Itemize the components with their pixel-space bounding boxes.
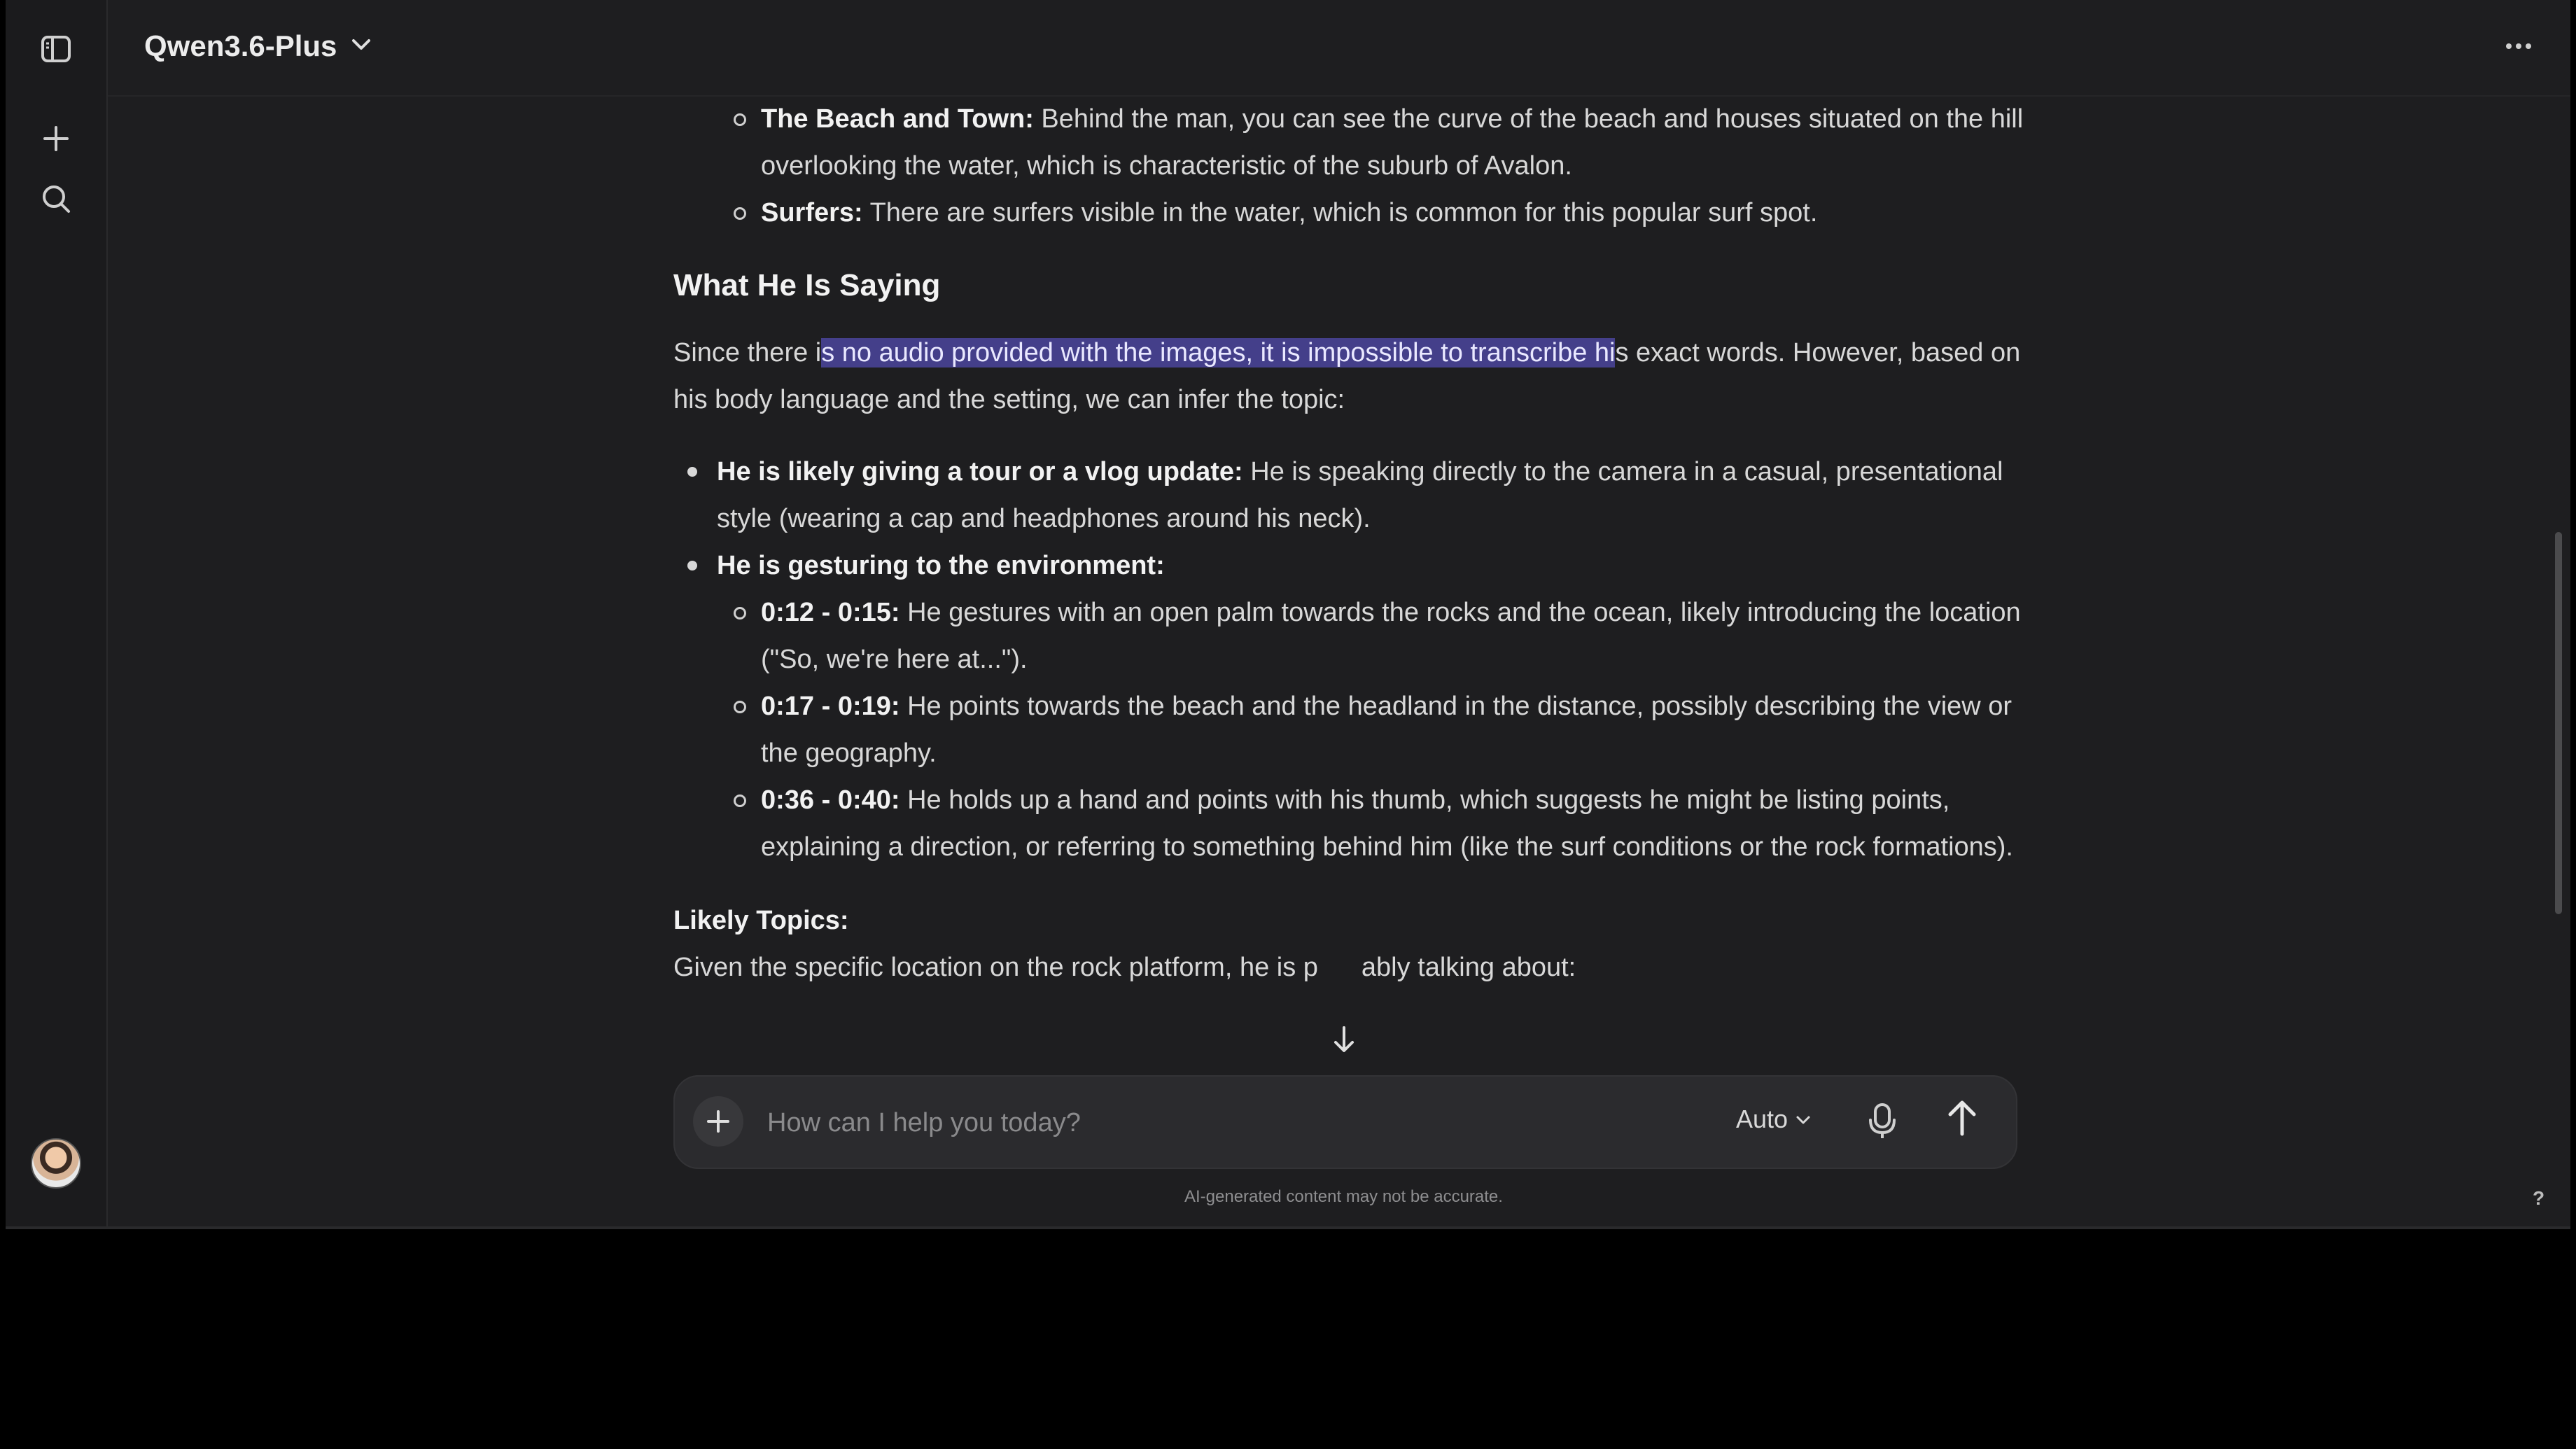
sidebar [6, 0, 108, 1226]
mode-selector[interactable]: Auto [1736, 1105, 1788, 1133]
list-item [673, 449, 2024, 542]
likely-paragraph [673, 944, 2024, 991]
new-chat-button[interactable] [31, 113, 81, 164]
item-label: The Beach and Town: [761, 104, 1034, 134]
timestamp-label: 0:17 - 0:19: [761, 692, 900, 721]
gesture-text: He gestures with an open palm towards the rocks and the ocean, likely introducing the location ("So, we're here at..."). [761, 598, 2021, 674]
gesture-text: He holds up a hand and points with his thumb, which suggests he might be listing points, explaining a direction, or referring to something behind him (like the surf conditions or the rock formations). [761, 785, 2013, 862]
search-icon [41, 183, 71, 214]
intro-after: s exact words. However, based on his body language and the setting, we can infer the topic: [673, 338, 2021, 414]
app-window [6, 0, 2570, 1229]
sidebar-toggle-icon [41, 35, 71, 63]
chevron-down-icon[interactable] [1795, 1112, 1812, 1128]
bullet-label: He is likely giving a tour or a vlog update: [717, 457, 1243, 486]
item-text: Behind the man, you can see the curve of the beach and houses situated on the hill overlooking the water, which is characteristic of the suburb of Avalon. [761, 104, 2024, 181]
scroll-down-icon[interactable] [1330, 1025, 1358, 1056]
likely-before: Given the specific location on the rock platform, he is p [673, 953, 1318, 982]
list-item [673, 777, 2024, 871]
list-item [673, 683, 2024, 777]
selected-text: s no audio provided with the images, it is impossible to transcribe hi [821, 338, 1616, 368]
list-item [673, 589, 2024, 683]
microphone-icon[interactable] [1865, 1102, 1900, 1141]
composer [673, 1075, 2017, 1169]
nested-list [673, 589, 2024, 871]
likely-topics-heading: Likely Topics: [673, 906, 849, 935]
plus-icon [42, 125, 70, 153]
chevron-down-icon[interactable] [350, 34, 372, 56]
avatar[interactable] [31, 1138, 81, 1189]
message-input[interactable] [766, 1098, 1679, 1148]
list-item [673, 190, 2024, 237]
list-item [673, 96, 2024, 190]
list-item [673, 542, 2024, 589]
sidebar-toggle-button[interactable] [31, 24, 81, 74]
assistant-message [673, 49, 2024, 991]
attach-button[interactable] [693, 1096, 743, 1147]
plus-icon [706, 1109, 731, 1134]
item-text: There are surfers visible in the water, which is common for this popular surf spot. [862, 198, 1818, 227]
help-button[interactable]: ? [2533, 1187, 2545, 1209]
intro-before: Since there i [673, 338, 822, 368]
bullet-text: He is speaking directly to the camera in a casual, presentational style (wearing a cap and headphones around his neck). [717, 457, 2003, 533]
more-options-icon[interactable] [2503, 31, 2534, 62]
section-heading: What He Is Saying [673, 268, 941, 302]
scrollbar[interactable] [2555, 532, 2562, 914]
timestamp-label: 0:36 - 0:40: [761, 785, 900, 815]
bullet-label: He is gesturing to the environment: [717, 551, 1165, 580]
top-bar [108, 0, 2570, 97]
disclaimer-text: AI-generated content may not be accurate. [1184, 1187, 1503, 1206]
likely-after: ably talking about: [1361, 953, 1576, 982]
gesture-text: He points towards the beach and the headland in the distance, possibly describing the view or the geography. [761, 692, 2012, 768]
model-selector[interactable]: Qwen3.6-Plus [144, 29, 337, 62]
item-label: Surfers: [761, 198, 863, 227]
timestamp-label: 0:12 - 0:15: [761, 598, 900, 627]
intro-paragraph [673, 330, 2024, 424]
search-button[interactable] [31, 174, 81, 224]
send-arrow-icon[interactable] [1943, 1098, 1981, 1140]
